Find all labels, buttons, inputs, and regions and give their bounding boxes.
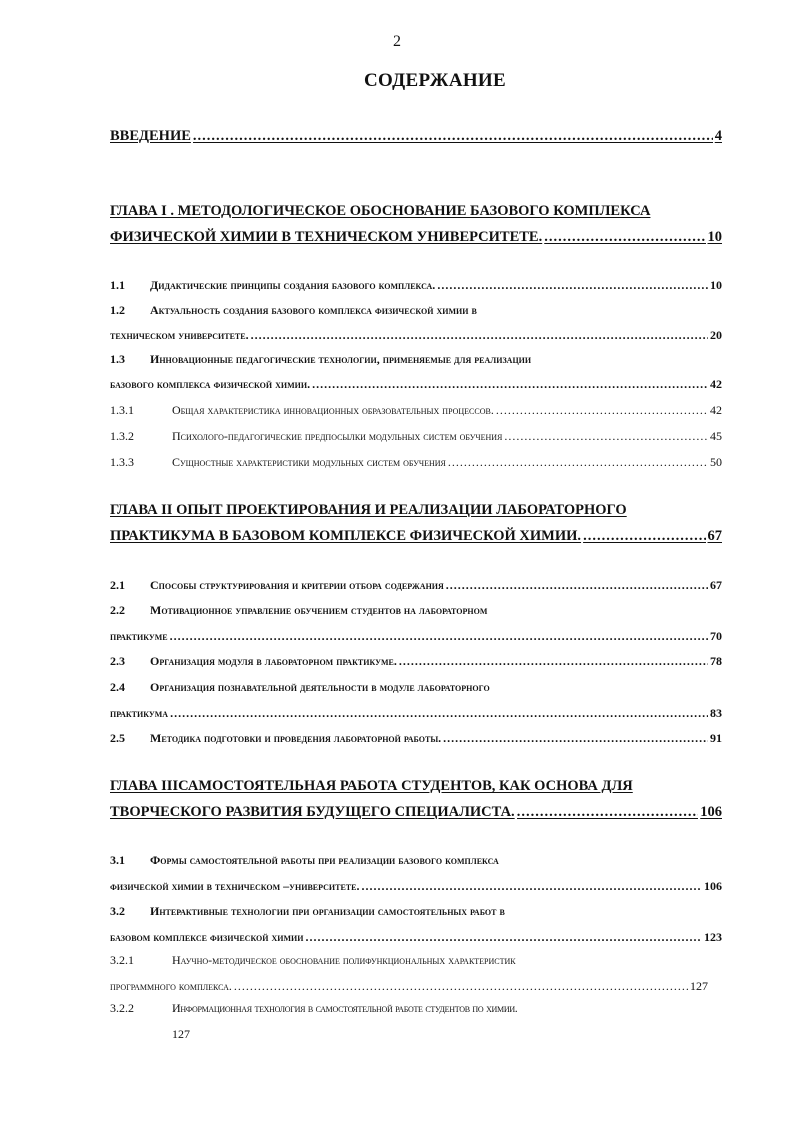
- toc-section-2-5[interactable]: [110, 730, 722, 746]
- toc-section-text-line2: базовом комплексе физической химии: [110, 930, 304, 944]
- toc-section-number: 2.3: [110, 654, 125, 668]
- page-title: СОДЕРЖАНИЕ: [364, 70, 506, 91]
- toc-section-number: 2.5: [110, 731, 125, 745]
- toc-section-3-2[interactable]: [110, 903, 722, 945]
- toc-page-number: 106: [700, 804, 722, 820]
- toc-page-number: 123: [704, 930, 722, 944]
- toc-section-number: 2.2: [110, 603, 125, 617]
- toc-chapter-3[interactable]: [110, 776, 722, 822]
- toc-page-number: 10: [707, 229, 722, 245]
- toc-chapter-1[interactable]: [110, 201, 722, 247]
- page-number: 2: [393, 33, 401, 50]
- toc-section-text-line2: базового комплекса физической химии.: [110, 377, 311, 391]
- toc-section-text-line1: Формы самостоятельной работы при реализации базового комплекса: [150, 853, 499, 867]
- toc-section-text-line2: техническом университете.: [110, 328, 249, 342]
- toc-page-number: 106: [704, 879, 722, 893]
- toc-section-text-line1: Мотивационное управление обучением студентов на лабораторном: [150, 603, 488, 617]
- toc-section-2-3[interactable]: [110, 653, 722, 669]
- toc-chapter-2[interactable]: [110, 500, 722, 546]
- toc-section-text: Сущностные характеристики модульных систем обучения: [172, 455, 446, 469]
- toc-section-text-line1: Инновационные педагогические технологии, применяемые для реализации: [150, 352, 532, 366]
- toc-section-number: 3.2.2: [110, 1001, 134, 1015]
- toc-section-3-1[interactable]: [110, 852, 722, 894]
- toc-section-number: 1.3.2: [110, 429, 134, 443]
- toc-entry-text: ВВЕДЕНИЕ: [110, 128, 191, 144]
- toc-section-1-2[interactable]: [110, 302, 722, 343]
- toc-page-number: 10: [710, 278, 722, 292]
- toc-page-number: 20: [710, 328, 722, 342]
- toc-page-number: 127: [172, 1027, 190, 1041]
- toc-section-text: Общая характеристика инновационных образовательных процессов.: [172, 403, 494, 417]
- toc-section-text-line1: Актуальность создания базового комплекса физической химии в: [150, 303, 477, 317]
- toc-section-number: 1.3.3: [110, 455, 134, 469]
- toc-chapter-title-line2: ФИЗИЧЕСКОЙ ХИМИИ В ТЕХНИЧЕСКОМ УНИВЕРСИТЕТЕ.: [110, 229, 543, 245]
- toc-entry-intro[interactable]: [110, 126, 722, 146]
- toc-chapter-title-line2: ТВОРЧЕСКОГО РАЗВИТИЯ БУДУЩЕГО СПЕЦИАЛИСТА.: [110, 804, 515, 820]
- toc-section-1-1[interactable]: [110, 277, 722, 293]
- toc-section-text: Психолого-педагогические предпосылки модульных систем обучения: [172, 429, 503, 443]
- toc-page-number: 83: [710, 706, 722, 720]
- toc-page-number: 45: [710, 429, 722, 443]
- toc-page-number: 50: [710, 455, 722, 469]
- toc-subsection-1-3-2[interactable]: [110, 428, 722, 444]
- toc-section-1-3[interactable]: [110, 351, 722, 392]
- toc-section-number: 3.1: [110, 853, 125, 867]
- toc-page-number: 67: [707, 528, 722, 544]
- toc-subsection-1-3-3[interactable]: [110, 454, 722, 470]
- toc-page-number: 42: [710, 377, 722, 391]
- toc-section-number: 1.1: [110, 278, 125, 292]
- toc-chapter-title-line1: ГЛАВА IIIСАМОСТОЯТЕЛЬНАЯ РАБОТА СТУДЕНТОВ, КАК ОСНОВА ДЛЯ: [110, 778, 633, 794]
- toc-page-number: 67: [710, 578, 722, 592]
- toc-subsection-3-2-2[interactable]: [110, 1000, 730, 1042]
- toc-chapter-title-line1: ГЛАВА I . МЕТОДОЛОГИЧЕСКОЕ ОБОСНОВАНИЕ БАЗОВОГО КОМПЛЕКСА: [110, 203, 651, 219]
- toc-section-text-line1: Информационная технология в самостоятельной работе студентов по химии.: [172, 1001, 518, 1015]
- toc-chapter-title-line2: ПРАКТИКУМА В БАЗОВОМ КОМПЛЕКСЕ ФИЗИЧЕСКОЙ ХИМИИ.: [110, 528, 582, 544]
- toc-section-number: 3.2.1: [110, 953, 134, 967]
- toc-section-number: 2.1: [110, 578, 125, 592]
- toc-section-number: 1.3.1: [110, 403, 134, 417]
- toc-section-text: Способы структурирования и критерии отбора содержания: [150, 578, 444, 592]
- toc-section-2-1[interactable]: [110, 577, 722, 593]
- toc-section-text: Организация модуля в лабораторном практикуме.: [150, 654, 397, 668]
- toc-section-number: 2.4: [110, 680, 125, 694]
- toc-subsection-3-2-1[interactable]: [110, 952, 722, 994]
- toc-page-number: 70: [710, 629, 722, 643]
- toc-section-text-line2: практикуме: [110, 629, 168, 643]
- toc-section-text-line1: Научно-методическое обоснование полифункциональных характеристик: [172, 953, 516, 967]
- toc-section-number: 3.2: [110, 904, 125, 918]
- toc-section-text: Методика подготовки и проведения лабораторной работы.: [150, 731, 442, 745]
- toc-section-number: 1.3: [110, 352, 125, 366]
- toc-section-2-4[interactable]: [110, 679, 722, 721]
- toc-section-text-line2: программного комплекса.: [110, 979, 232, 993]
- toc-section-number: 1.2: [110, 303, 125, 317]
- toc-section-2-2[interactable]: [110, 602, 722, 644]
- toc-subsection-1-3-1[interactable]: [110, 402, 722, 418]
- toc-section-text-line2: физической химии в техническом –университете.: [110, 879, 360, 893]
- toc-chapter-title-line1: ГЛАВА II ОПЫТ ПРОЕКТИРОВАНИЯ И РЕАЛИЗАЦИИ ЛАБОРАТОРНОГО: [110, 502, 627, 518]
- toc-section-text: Дидактические принципы создания базового комплекса.: [150, 278, 436, 292]
- toc-section-text-line2: практикума: [110, 706, 169, 720]
- toc-page-number: 127: [690, 979, 708, 993]
- toc-page-number: 78: [710, 654, 722, 668]
- toc-page-number: 91: [710, 731, 722, 745]
- toc-section-text-line1: Интерактивные технологии при организации самостоятельных работ в: [150, 904, 505, 918]
- toc-section-text-line1: Организация познавательной деятельности в модуле лабораторного: [150, 680, 490, 694]
- toc-page-number: 42: [710, 403, 722, 417]
- toc-page-number: 4: [714, 128, 722, 144]
